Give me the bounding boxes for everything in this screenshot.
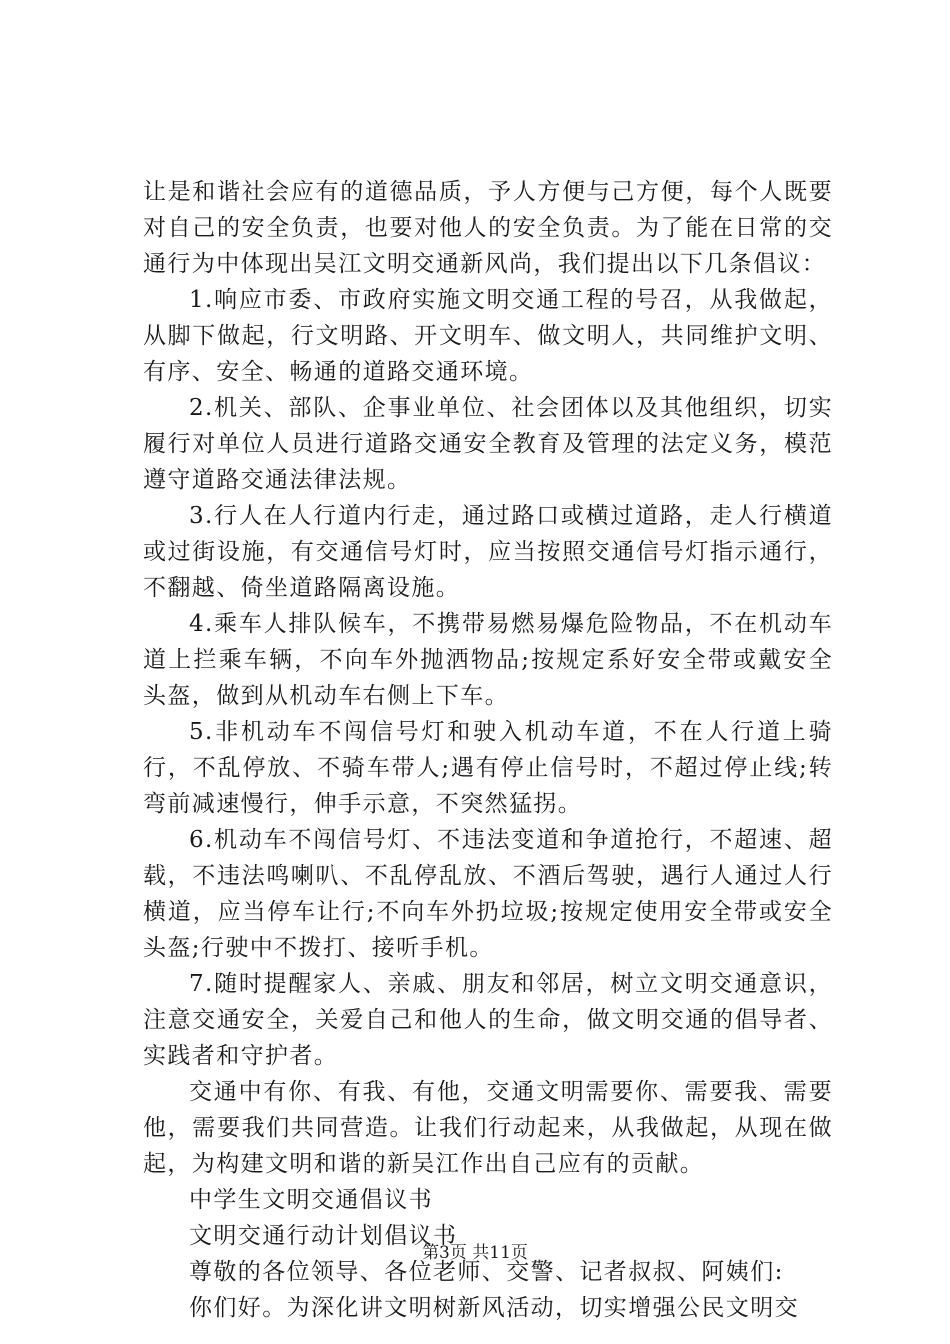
paragraph-item-4: 4.乘车人排队候车，不携带易燃易爆危险物品，不在机动车道上拦乘车辆，不向车外抛洒物品;按规定系好安全带或戴安全头盔，做到从机动车右侧上下车。: [143, 611, 833, 709]
paragraph-intro: 让是和谐社会应有的道德品质，予人方便与己方便，每个人既要对自己的安全负责，也要对他人的安全负责。为了能在日常的交通行为中体现出吴江文明交通新风尚，我们提出以下几条倡议：: [143, 179, 833, 277]
paragraph-item-5: 5.非机动车不闯信号灯和驶入机动车道，不在人行道上骑行，不乱停放、不骑车带人;遇有停止信号时，不超过停止线;转弯前减速慢行，伸手示意，不突然猛拐。: [143, 719, 833, 817]
page-number-footer: 第3页 共11页: [422, 1243, 528, 1263]
heading-action-plan-proposal: 文明交通行动计划倡议书: [189, 1223, 458, 1249]
paragraph-item-7: 7.随时提醒家人、亲戚、朋友和邻居，树立文明交通意识，注意交通安全，关爱自己和他人的生命，做文明交通的倡导者、实践者和守护者。: [143, 971, 833, 1069]
paragraph-closing: 交通中有你、有我、有他，交通文明需要你、需要我、需要他，需要我们共同营造。让我们行动起来，从我做起，从现在做起，为构建文明和谐的新吴江作出自己应有的贡献。: [143, 1079, 833, 1177]
paragraph-greeting: 你们好。为深化讲文明树新风活动，切实增强公民文明交: [189, 1295, 799, 1321]
document-body: [143, 174, 833, 1326]
heading-student-proposal: 中学生文明交通倡议书: [189, 1187, 433, 1213]
paragraph-item-1: 1.响应市委、市政府实施文明交通工程的号召，从我做起，从脚下做起，行文明路、开文明车、做文明人，共同维护文明、有序、安全、畅通的道路交通环境。: [143, 287, 833, 385]
paragraph-item-3: 3.行人在人行道内行走，通过路口或横过道路，走人行横道或过街设施，有交通信号灯时，应当按照交通信号灯指示通行，不翻越、倚坐道路隔离设施。: [143, 503, 833, 601]
paragraph-item-6: 6.机动车不闯信号灯、不违法变道和争道抢行，不超速、超载，不违法鸣喇叭、不乱停乱放、不酒后驾驶，遇行人通过人行横道，应当停车让行;不向车外扔垃圾;按规定使用安全带或安全头盔;行驶中不拨打、接听手机。: [143, 827, 833, 961]
paragraph-salutation: 尊敬的各位领导、各位老师、交警、记者叔叔、阿姨们:: [189, 1259, 784, 1285]
paragraph-item-2: 2.机关、部队、企事业单位、社会团体以及其他组织，切实履行对单位人员进行道路交通安全教育及管理的法定义务，模范遵守道路交通法律法规。: [143, 395, 833, 493]
